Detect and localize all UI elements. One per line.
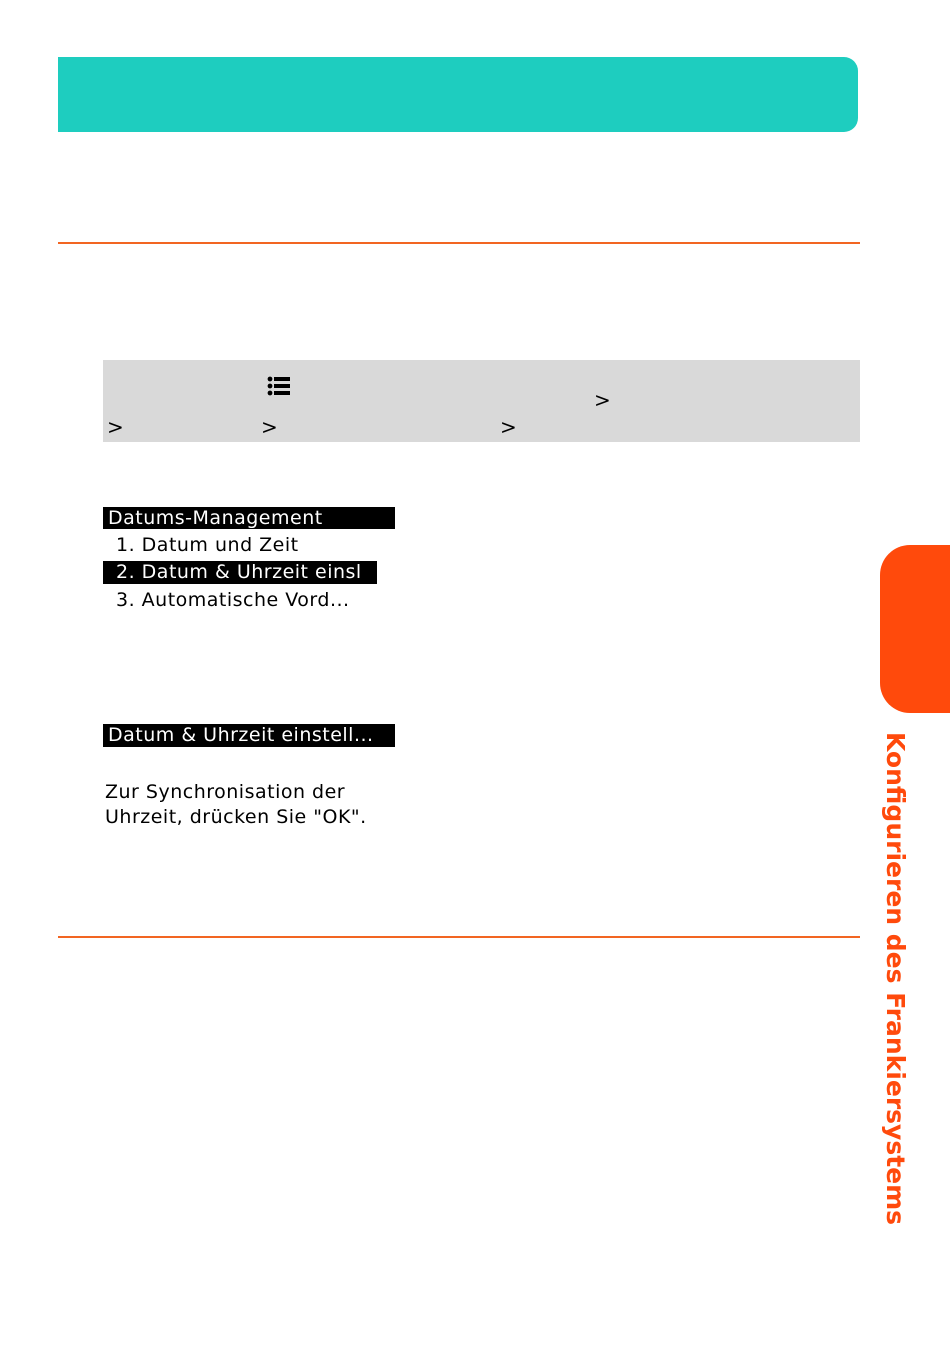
- menu-item: 1. Datum und Zeit: [116, 534, 299, 556]
- screen-title: Datums-Management: [103, 507, 395, 529]
- screen-message-line: Uhrzeit, drücken Sie "OK".: [105, 806, 367, 828]
- chevron-right-icon: >: [594, 388, 611, 412]
- screen-message-line: Zur Synchronisation der: [105, 781, 346, 803]
- chevron-right-icon: >: [500, 415, 517, 439]
- menu-item-selected: 2. Datum & Uhrzeit einsl: [103, 561, 377, 584]
- chevron-right-icon: >: [261, 415, 278, 439]
- list-icon: [267, 376, 291, 396]
- screen-title: Datum & Uhrzeit einstell...: [103, 724, 395, 747]
- header-band: [58, 57, 858, 132]
- chevron-right-icon: >: [107, 415, 124, 439]
- section-divider-bottom: [58, 936, 860, 938]
- section-divider-top: [58, 242, 860, 244]
- menu-item: 3. Automatische Vord...: [116, 589, 350, 611]
- chapter-title: Konfigurieren des Frankiersystems: [881, 732, 910, 1226]
- chapter-tab: [880, 545, 950, 713]
- navigation-path-box: [103, 360, 860, 442]
